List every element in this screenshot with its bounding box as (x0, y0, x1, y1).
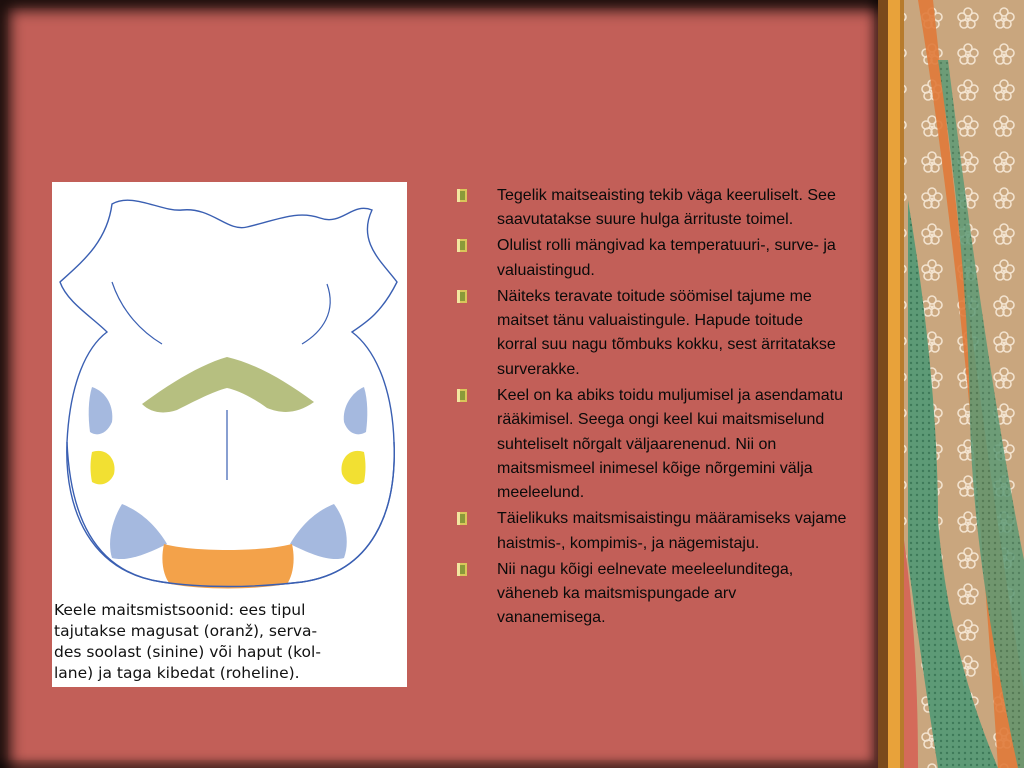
bullet-text: Nii nagu kõigi eelnevate meeleelunditega, väheneb ka maitsmispungade arv vananemisega. (497, 560, 794, 627)
bullet-text: Täielikuks maitsmisaistingu määramiseks vajame haistmis-, kompimis-, ja nägemistaju. (497, 510, 847, 552)
caption-line: des soolast (sinine) või haput (kol- (54, 643, 321, 661)
decorative-side-panel (878, 0, 1024, 768)
caption-line: tajutakse magusat (oranž), serva- (54, 622, 318, 640)
bullet-icon (457, 389, 467, 402)
bullet-list (457, 184, 847, 632)
caption-line: lane) ja taga kibedat (roheline). (54, 664, 300, 682)
bullet-icon (457, 239, 467, 252)
bullet-item (457, 234, 847, 283)
tongue-diagram (52, 182, 407, 597)
bullet-item (457, 558, 847, 631)
bullet-text: Olulist rolli mängivad ka temperatuuri-, surve- ja valuaistingud. (497, 237, 836, 279)
bullet-item (457, 184, 847, 233)
bullet-icon (457, 189, 467, 202)
bullet-icon (457, 290, 467, 303)
caption-line: Keele maitsmistsoonid: ees tipul (54, 601, 306, 619)
bullet-icon (457, 563, 467, 576)
figure-caption (54, 600, 404, 684)
sweet-zone (162, 544, 293, 589)
bullet-text: Keel on ka abiks toidu muljumisel ja asendamatu rääkimisel. Seega ongi keel kui maitsmiselund suhteliselt nõrgalt väljaarenenud. Nii on maitsmismeel inimesel kõige nõrgemini välja meeleelund. (497, 386, 843, 502)
bullet-item (457, 507, 847, 556)
bullet-icon (457, 512, 467, 525)
bullet-item (457, 285, 847, 383)
bullet-item (457, 384, 847, 506)
tongue-taste-map-figure (52, 182, 407, 687)
bullet-text: Näiteks teravate toitude söömisel tajume me maitset tänu valuaistingule. Hapude toitude korral suu nagu tõmbuks kokku, sest ärritatakse surverakke. (497, 287, 836, 378)
bullet-text: Tegelik maitseaisting tekib väga keeruliselt. See saavutatakse suure hulga ärrituste toimel. (497, 187, 836, 229)
